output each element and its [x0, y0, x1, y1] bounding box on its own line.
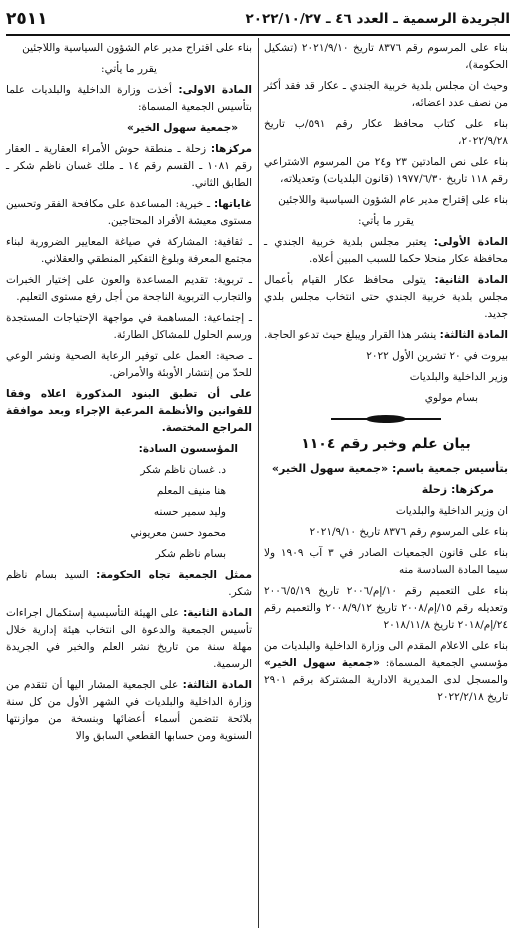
- member-name: د. غسان ناظم شكر: [140, 464, 226, 476]
- paragraph: ان وزير الداخلية والبلديات: [395, 505, 508, 518]
- article-text: يتولى محافظ عكار القيام بأعمال مجلس بلدية خربية الجندي حتى انتخاب مجلس بلدي جديد.: [264, 274, 508, 320]
- article-text: يعتبر مجلس بلدية خربية الجندي ـ محافظة عكار منحلا حكما للسبب المبين أعلاه.: [264, 236, 508, 265]
- decides-heading: يقرر ما يأتي:: [101, 63, 157, 75]
- article-text: ينشر هذا القرار ويبلغ حيث تدعو الحاجة.: [263, 329, 440, 341]
- article-3: [264, 327, 508, 344]
- article-label: المادة الأولى:: [433, 236, 508, 248]
- section-divider: [331, 415, 441, 423]
- goal-item: ـ ثقافية: المشاركة في صياغة المعايير الضرورية لبناء مجتمع المعرفة وبلوغ التفكير المنطقي والعقلاني.: [6, 236, 252, 265]
- hq-label: مركزها:: [210, 143, 252, 155]
- bold-note: على أن تطبق البنود المذكورة اعلاه وفقا للقوانين والأنظمة المرعية الإجراء وبعد موافقة المراجع المختصة.: [6, 388, 252, 434]
- article-1: [264, 234, 508, 268]
- article-3: [6, 677, 252, 745]
- announcement-title: بيان علم وخبر رقم ١١٠٤: [301, 436, 471, 452]
- article-text: أخذت وزارة الداخلية والبلديات علما بتأسيس الجمعية المسماة:: [6, 84, 252, 113]
- goals-text: ـ خيرية: المساعدة على مكافحة الفقر وتحسين مستوى معيشة الأفراد المحتاجين.: [6, 198, 252, 227]
- goals-label: غاياتها:: [213, 198, 252, 210]
- header-title: الجريدة الرسمية ـ العدد ٤٦ ـ ٢٠٢٢/١٠/٢٧: [245, 11, 510, 27]
- goals: [6, 196, 252, 230]
- government-representative: [6, 567, 252, 601]
- signer-title: وزير الداخلية والبلديات: [409, 371, 508, 383]
- paragraph: وحيث ان مجلس بلدية خربية الجندي ـ عكار قد فقد أكثر من نصف عدد اعضائه،: [264, 80, 508, 109]
- article-1: [6, 82, 252, 116]
- article-label: المادة الثالثة:: [439, 329, 508, 341]
- goal-item: ـ صحية: العمل على توفير الرعاية الصحية ونشر الوعي للحدّ من إنتشار الأوبئة والأمراض.: [6, 350, 252, 379]
- signer-name: بسام مولوي: [424, 392, 478, 404]
- article-2: [6, 605, 252, 673]
- paragraph: بناء على المرسوم رقم ٨٣٧٦ تاريخ ٢٠٢١/٩/١٠ (تشكيل الحكومة)،: [264, 42, 508, 71]
- announcement-subtitle: بتأسيس جمعية باسم: «جمعية سهول الخير»: [271, 461, 508, 475]
- paragraph: بناء على إقتراح مدير عام الشؤون السياسية واللاجئين: [278, 194, 508, 206]
- article-label: المادة الثانية:: [183, 607, 252, 619]
- decides-heading: يقرر ما يأتي:: [358, 215, 414, 227]
- article-text: على الجمعية المشار اليها أن تتقدم من وزارة الداخلية والبلديات في الشهر الأول من كل سنة بلائحة تتضمن أسماء أعضائها وبنسخة من موازنتها السنوية ومن حسابها القطعي السابق والا: [6, 679, 252, 742]
- right-column: [264, 40, 508, 710]
- rep-text: السيد بسام ناظم شكر.: [6, 569, 252, 598]
- member-name: هنا منيف المعلم: [156, 485, 226, 497]
- goal-item: ـ تربوية: تقديم المساعدة والعون على إختيار الخبرات والتجارب التربوية الناجحة من أجل رفع مستوى التعليم.: [6, 274, 252, 303]
- article-text: على الهيئة التأسيسية إستكمال اجراءات تأسيس الجمعية والدعوة الى انتخاب هيئة إدارية خلال مهلة سنة من تاريخ نشر العلم والخبر في الجريدة الرسمية.: [6, 607, 252, 670]
- article-label: المادة الثانية:: [434, 274, 508, 286]
- member-name: محمود حسن معريوني: [130, 527, 226, 539]
- paragraph: بناء على اقتراح مدير عام الشؤون السياسية واللاجئين: [22, 42, 252, 54]
- goal-item: ـ إجتماعية: المساهمة في مواجهة الإحتياجات المستجدة ورسم الحلول للمشاكل الطارئة.: [6, 312, 252, 341]
- left-column: [6, 40, 252, 749]
- hq-text: زحلة ـ منطقة حوش الأمراء العقارية ـ العقار رقم ١٠٨١ ـ القسم رقم ١٤ ـ ملك غسان ناظم شكر ـ الطابق الثاني.: [6, 143, 252, 189]
- paragraph: بناء على كتاب محافظ عكار رقم ٥٩١/ب تاريخ ٢٠٢٢/٩/٢٨،: [264, 118, 509, 147]
- place-date: بيروت في ٢٠ تشرين الأول ٢٠٢٢: [366, 350, 508, 362]
- association-name: «جمعية سهول الخير»: [127, 122, 238, 134]
- paragraph: بناء على المرسوم رقم ٨٣٧٦ تاريخ ٢٠٢١/٩/١٠: [309, 526, 508, 539]
- rep-label: ممثل الجمعية تجاه الحكومة:: [96, 569, 252, 581]
- page-number: ٢٥١١: [6, 9, 48, 29]
- paragraph: بناء على نص المادتين ٢٣ و٢٤ من المرسوم الاشتراعي رقم ١١٨ تاريخ ١٩٧٧/٦/٣٠ (قانون البلديات) وتعديلاته،: [264, 156, 508, 185]
- paragraph: بناء على التعميم رقم ١٠/إم/٢٠٠٦ تاريخ ٢٠٠٦/٥/١٩ وتعديله رقم ١٥/إم/٢٠٠٨ تاريخ ٢٠٠٨/٩/١٢ والتعميم رقم ٢٤/إم/٢٠١٨ تاريخ ٢٠١٨/١١/٨: [264, 585, 508, 632]
- member-name: وليد سمير حسنه: [153, 506, 226, 518]
- announcement-hq: مركزها: زحلة: [421, 483, 494, 497]
- text: بناء على الاعلام المقدم الى وزارة الداخلية والبلديات من مؤسسي الجمعية المسماة:: [264, 640, 508, 670]
- page-header: [6, 4, 510, 36]
- paragraph: [264, 638, 508, 706]
- article-label: المادة الثالثة:: [182, 679, 252, 691]
- headquarters: [6, 141, 252, 192]
- association-name: «جمعية سهول الخير»: [264, 657, 380, 670]
- article-2: [264, 272, 508, 323]
- member-name: بسام ناظم شكر: [155, 548, 226, 560]
- paragraph: بناء على قانون الجمعيات الصادر في ٣ آب ١٩٠٩ ولا سيما المادة السادسة منه: [264, 547, 508, 577]
- column-separator: [258, 38, 259, 928]
- article-label: المادة الاولى:: [178, 84, 253, 96]
- text: والمسجل لدى المديرية الادارية المشتركة برقم ٢٩٠١ تاريخ ٢٠٢٢/٢/١٨: [264, 674, 508, 704]
- members-title: المؤسسون السادة:: [138, 443, 238, 455]
